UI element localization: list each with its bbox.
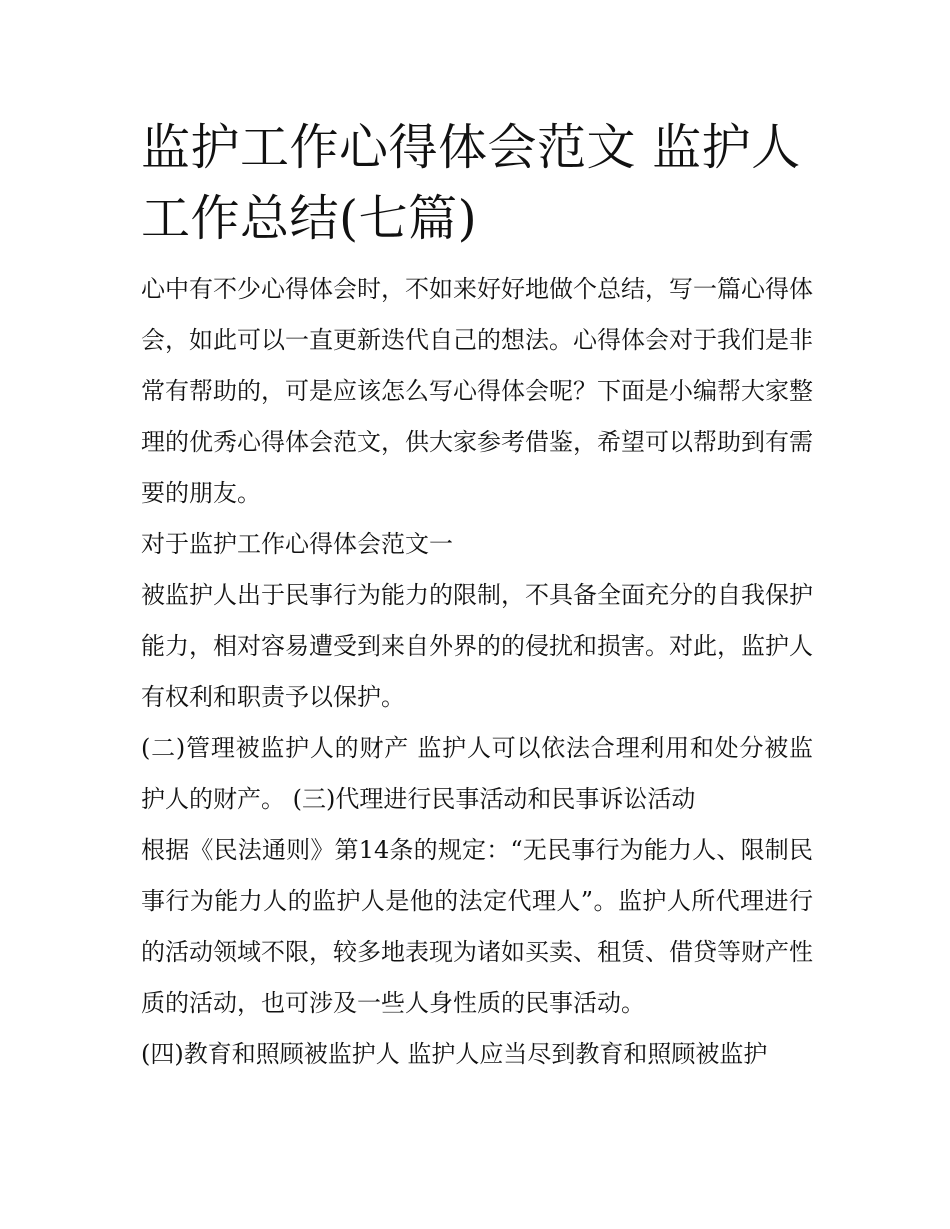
body-paragraph: 被监护人出于民事行为能力的限制，不具备全面充分的自我保护能力，相对容易遭受到来自外界的的侵扰和损害。对此，监护人有权利和职责予以保护。 bbox=[141, 581, 813, 711]
intro-paragraph: 心中有不少心得体会时，不如来好好地做个总结，写一篇心得体会，如此可以一直更新迭代自己的想法。心得体会对于我们是非常有帮助的，可是应该怎么写心得体会呢？下面是小编帮大家整理的优秀心得体会范文，供大家参考借鉴，希望可以帮助到有需要的朋友。 bbox=[141, 275, 813, 507]
body-paragraph: 根据《民法通则》第14条的规定：“无民事行为能力人、限制民事行为能力人的监护人是他的法定代理人”。监护人所代理进行的活动领域不限，较多地表现为诸如买卖、租赁、借贷等财产性质的活动，也可涉及一些人身性质的民事活动。 bbox=[141, 836, 813, 1017]
document-body bbox=[141, 112, 813, 1080]
body-paragraph: (二)管理被监护人的财产 监护人可以依法合理利用和处分被监护人的财产。 (三)代理进行民事活动和民事诉讼活动 bbox=[141, 734, 813, 813]
body-paragraph: (四)教育和照顾被监护人 监护人应当尽到教育和照顾被监护 bbox=[141, 1040, 768, 1068]
section-heading: 对于监护工作心得体会范文一 bbox=[141, 530, 453, 558]
document-title: 监护工作心得体会范文 监护人工作总结(七篇) bbox=[141, 119, 801, 247]
